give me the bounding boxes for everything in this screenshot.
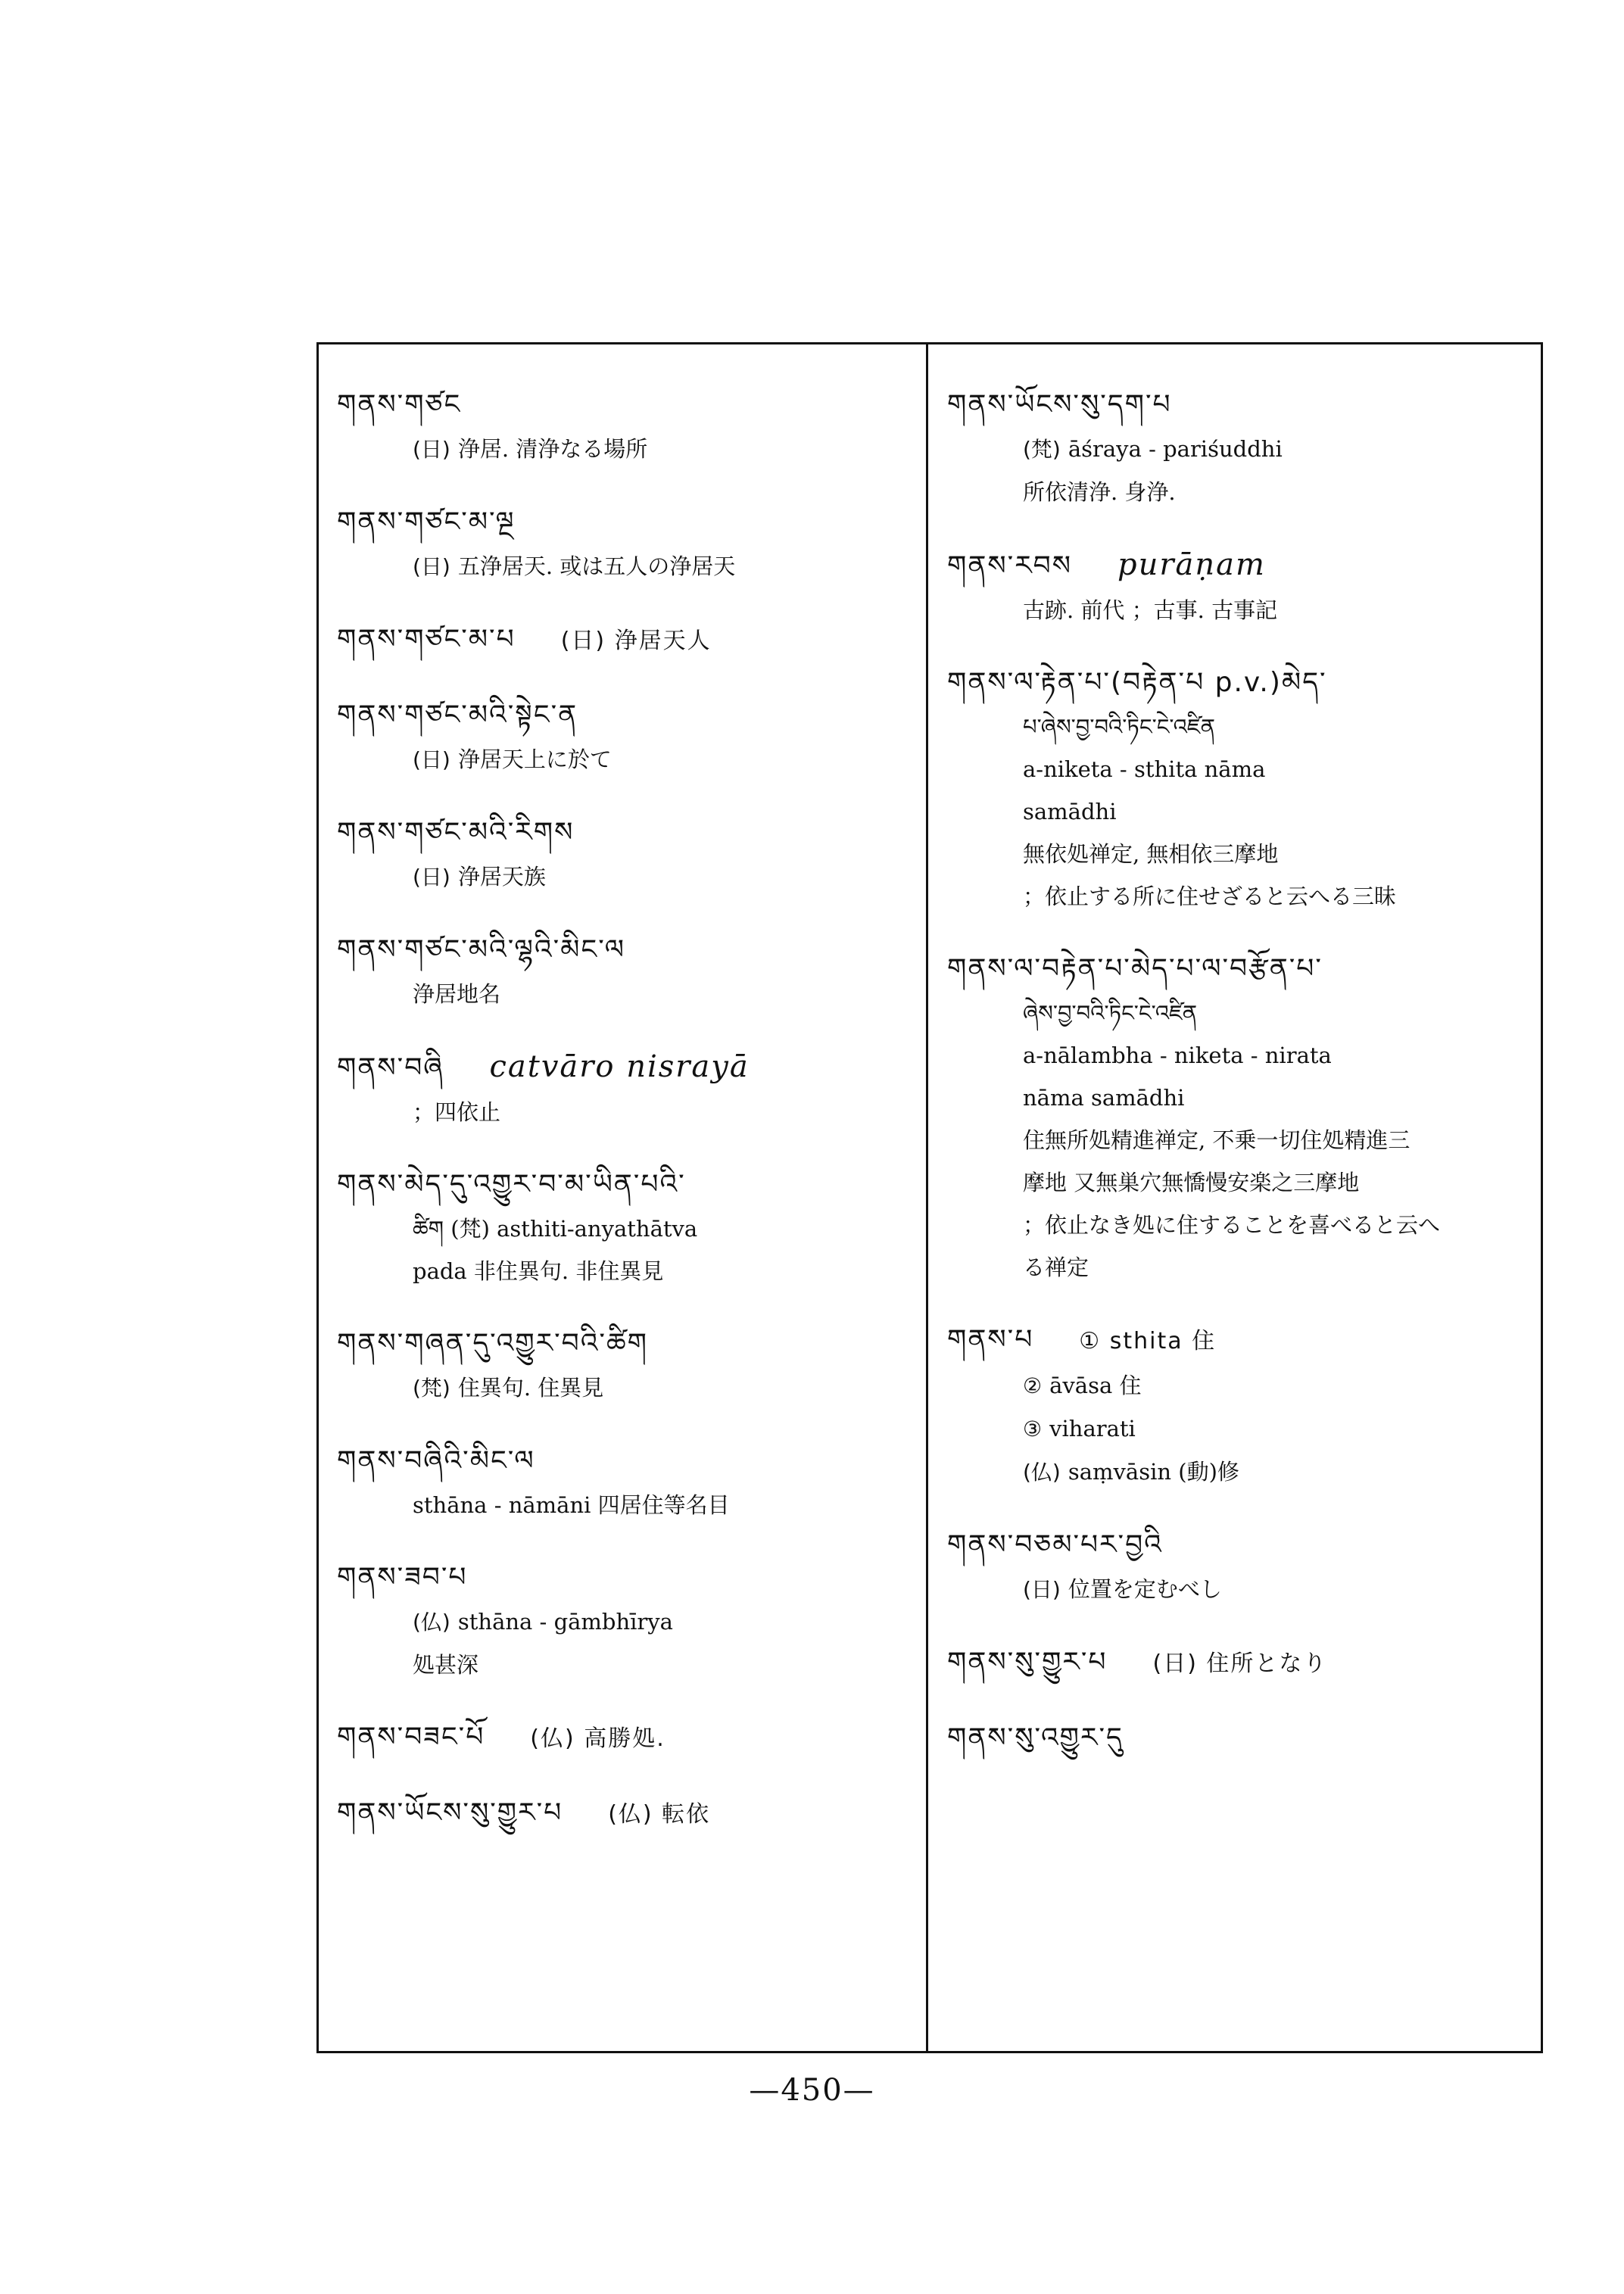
definition-text: 住無所処精進禅定, 不乗一切住処精進三	[1023, 1127, 1410, 1153]
language-tag: (日)	[413, 554, 450, 579]
headword-text: གནས་གཙང	[337, 389, 462, 420]
headword-text: གནས་ལ་བརྟེན་པ་མེད་པ་ལ་བརྩོན་པ་	[947, 953, 1323, 984]
dictionary-entry	[947, 382, 1530, 513]
headword-romanization: catvāro nisrayā	[489, 1049, 750, 1084]
entry-definition-line	[947, 1161, 1530, 1204]
entry-headword	[337, 927, 912, 973]
headword-text: གནས་སུ་འགྱུར་དུ	[947, 1722, 1124, 1753]
entry-definition-line	[337, 1208, 912, 1250]
entry-headword	[337, 1162, 912, 1208]
dictionary-entry	[337, 693, 912, 781]
definition-text: āvāsa 住	[1049, 1373, 1142, 1398]
definition-text: saṃvāsin (動)修	[1068, 1459, 1239, 1485]
definition-text: ཚིག (梵) asthiti-anyathātva	[413, 1216, 698, 1242]
entry-definition-line	[947, 833, 1530, 875]
definition-text: 位置を定むべし	[1068, 1576, 1222, 1602]
entry-headword	[947, 382, 1530, 428]
entry-headword	[337, 1321, 912, 1367]
definition-text: ；依止する所に住せざると云へる三昧	[1023, 884, 1397, 909]
definition-text: sthāna - gāmbhīrya	[457, 1609, 673, 1635]
entry-definition-line	[947, 1364, 1530, 1407]
entry-definition-line	[947, 1568, 1530, 1611]
headword-text: གནས་གཞན་དུ་འགྱུར་བའི་ཚིག	[337, 1328, 648, 1359]
dictionary-entry	[947, 1317, 1530, 1494]
entry-definition-line	[947, 428, 1530, 471]
headword-text: གནས་གཙང་མའི་སྟེང་ན	[337, 700, 578, 731]
entry-definition-line	[947, 1119, 1530, 1161]
definition-text: a-niketa - sthita nāma	[1023, 756, 1266, 782]
headword-text: གནས་བཞིའི་མིང་ལ	[337, 1445, 535, 1476]
entry-definition-line	[337, 1644, 912, 1686]
entry-definition-line	[947, 1204, 1530, 1246]
definition-text: པ་ཞེས་བྱ་བའི་ཏིང་ངེ་འཛིན	[1023, 714, 1215, 740]
entry-headword	[947, 542, 1530, 589]
entry-definition-line	[947, 875, 1530, 918]
headword-text: གནས་རབས	[947, 550, 1073, 581]
entry-definition-line	[947, 748, 1530, 790]
dictionary-entry	[337, 1555, 912, 1686]
entry-definition-line	[947, 471, 1530, 513]
entry-definition-line	[947, 1077, 1530, 1119]
definition-text: 浄居. 清浄なる場所	[457, 436, 648, 462]
entry-headword	[947, 660, 1530, 706]
entry-definition-line	[337, 973, 912, 1015]
definition-text: ཞེས་བྱ་བའི་ཏིང་ངེ་འཛིན	[1023, 1000, 1198, 1026]
headword-gloss: ① sthita 住	[1079, 1328, 1217, 1354]
definition-text: 住異句. 住異見	[457, 1375, 604, 1401]
definition-text: る禅定	[1023, 1255, 1089, 1280]
headword-text: གནས་བཟང་པོ	[337, 1722, 485, 1753]
entry-headword	[337, 1555, 912, 1601]
dictionary-entry	[947, 660, 1530, 918]
entry-definition-line	[337, 545, 912, 588]
language-tag: (仏)	[413, 1610, 450, 1635]
entry-headword	[947, 1523, 1530, 1568]
entry-headword	[947, 946, 1530, 992]
headword-text: གནས་གཙང་མ་པ	[337, 624, 516, 655]
entry-definition-line	[337, 1601, 912, 1644]
entry-headword	[947, 1317, 1530, 1364]
dictionary-frame	[316, 342, 1543, 2053]
entry-headword	[337, 382, 912, 428]
definition-text: āśraya - pariśuddhi	[1068, 436, 1283, 462]
right-column	[947, 382, 1530, 1790]
dictionary-entry	[947, 1716, 1530, 1761]
language-tag: (梵)	[1023, 437, 1061, 462]
headword-gloss: (日) 住所となり	[1152, 1650, 1328, 1677]
headword-gloss: (仏) 高勝処.	[530, 1725, 665, 1752]
definition-text: 浄居天上に於て	[457, 746, 612, 772]
language-tag: (日)	[413, 437, 450, 462]
column-divider	[926, 344, 928, 2051]
left-column	[337, 382, 912, 1866]
headword-gloss: (仏) 転依	[608, 1801, 711, 1828]
entry-definition-line	[947, 1451, 1530, 1494]
entry-definition-line	[947, 992, 1530, 1034]
dictionary-entry	[337, 1044, 912, 1133]
definition-text: viharati	[1049, 1416, 1136, 1442]
dictionary-entry	[947, 1640, 1530, 1687]
dictionary-entry	[947, 1523, 1530, 1611]
dictionary-entry	[337, 1438, 912, 1526]
headword-text: གནས་ཟབ་པ	[337, 1562, 468, 1593]
entry-definition-line	[337, 856, 912, 899]
headword-gloss: (日) 浄居天人	[560, 628, 712, 654]
entry-headword	[337, 693, 912, 738]
dictionary-entry	[337, 382, 912, 471]
dictionary-entry	[337, 1715, 912, 1762]
dictionary-entry	[947, 542, 1530, 631]
headword-text: གནས་ཡོངས་སུ་གྱུར་པ	[337, 1797, 563, 1828]
entry-definition-line	[337, 1367, 912, 1410]
entry-headword	[337, 810, 912, 856]
entry-headword	[337, 500, 912, 545]
entry-headword	[947, 1716, 1530, 1761]
headword-romanization: purāṇam	[1117, 547, 1266, 582]
definition-text: ；依止なき処に住することを喜べると云へ	[1023, 1212, 1441, 1238]
definition-text: ；四依止	[413, 1099, 501, 1125]
headword-text: གནས་ཡོངས་སུ་དག་པ	[947, 389, 1172, 420]
definition-text: 古跡. 前代 ；古事. 古事記	[1023, 597, 1278, 623]
entry-headword	[947, 1640, 1530, 1687]
definition-text: 五浄居天. 或は五人の浄居天	[457, 553, 736, 579]
entry-definition-line	[337, 428, 912, 471]
entry-definition-line	[337, 1484, 912, 1526]
headword-text: གནས་སུ་གྱུར་པ	[947, 1647, 1108, 1678]
entry-headword	[337, 1044, 912, 1091]
definition-text: a-nālambha - niketa - nirata	[1023, 1043, 1332, 1068]
entry-definition-line	[337, 1091, 912, 1133]
entry-definition-line	[947, 706, 1530, 748]
definition-text: 浄居地名	[413, 981, 501, 1007]
headword-text: གནས་བཅམ་པར་བྱའི	[947, 1529, 1163, 1560]
headword-text: གནས་མེད་དུ་འགྱུར་བ་མ་ཡིན་པའི་	[337, 1169, 686, 1200]
entry-definition-line	[337, 738, 912, 781]
definition-text: 浄居天族	[457, 864, 546, 890]
dictionary-entry	[337, 500, 912, 588]
entry-definition-line	[947, 790, 1530, 833]
language-tag: (日)	[413, 865, 450, 890]
dictionary-entry	[337, 1321, 912, 1410]
entry-definition-line	[947, 589, 1530, 631]
entry-definition-line	[947, 1246, 1530, 1289]
entry-headword	[337, 1715, 912, 1762]
dictionary-entry	[337, 1791, 912, 1837]
dictionary-entry	[337, 927, 912, 1015]
entry-headword	[337, 1791, 912, 1837]
entry-headword	[337, 1438, 912, 1484]
entry-headword	[337, 617, 912, 664]
language-tag: (日)	[413, 747, 450, 772]
headword-text: གནས་གཙང་མའི་ལྷའི་མིང་ལ	[337, 934, 626, 965]
language-tag: (日)	[1023, 1577, 1061, 1602]
definition-text: 摩地 又無巣穴無憍慢安楽之三摩地	[1023, 1170, 1360, 1195]
dictionary-entry	[947, 946, 1530, 1289]
entry-definition-line	[337, 1250, 912, 1292]
dictionary-entry	[337, 1162, 912, 1292]
definition-text: nāma samādhi	[1023, 1085, 1185, 1111]
headword-text: གནས་གཙང་མ་ལྔ	[337, 506, 516, 538]
definition-text: sthāna - nāmāni 四居住等名目	[413, 1492, 730, 1518]
entry-definition-line	[947, 1407, 1530, 1451]
headword-text: གནས་ལ་རྟེན་པ་(བརྟེན་པ p.v.)མེད་	[947, 667, 1327, 698]
headword-text: གནས་གཙང་མའི་རིགས	[337, 817, 575, 848]
language-tag: (梵)	[413, 1376, 450, 1401]
definition-text: 所依清浄. 身浄.	[1023, 479, 1176, 505]
definition-text: samādhi	[1023, 799, 1117, 824]
language-tag: ②	[1023, 1373, 1043, 1398]
dictionary-entry	[337, 810, 912, 899]
definition-text: 無依処禅定, 無相依三摩地	[1023, 841, 1279, 867]
page-number: —450—	[749, 2073, 875, 2108]
language-tag: (仏)	[1023, 1460, 1061, 1485]
entry-definition-line	[947, 1034, 1530, 1077]
dictionary-entry	[337, 617, 912, 664]
headword-text: གནས་པ	[947, 1324, 1034, 1355]
headword-text: གནས་བཞི	[337, 1052, 444, 1083]
language-tag: ③	[1023, 1417, 1043, 1442]
definition-text: 処甚深	[413, 1652, 479, 1678]
definition-text: pada 非住異句. 非住異見	[413, 1258, 664, 1284]
